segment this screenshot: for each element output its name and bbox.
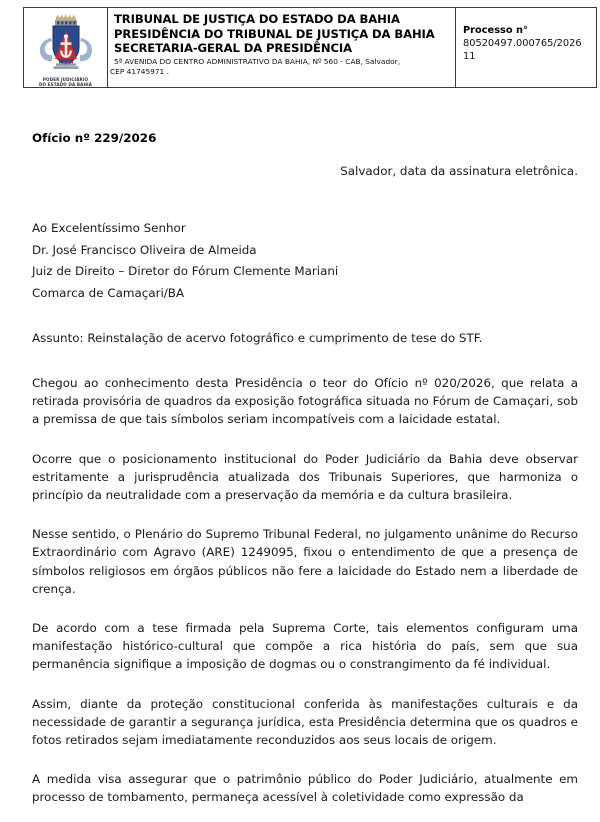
body-paragraph-2: Ocorre que o posicionamento institucional do Poder Judiciário da Bahia deve observar estritamente a jurisprudência atualizada dos Tribunais Superiores, que harmoniza o princípio da neutralidade com a preservação da memória e da cultura brasileira. [32,451,578,503]
subject-line: Assunto: Reinstalação de acervo fotográfico e cumprimento de tese do STF. [32,331,483,345]
address-line-1: 5ª AVENIDA DO CENTRO ADMINISTRATIVO DA BAHIA, Nº 560 - CAB, Salvador, [114,56,401,66]
bahia-judiciary-coat-of-arms-icon [35,14,97,76]
organization-cell [108,8,456,88]
emblem-caption [24,77,107,87]
body-paragraph-4: De acordo com a tese firmada pela Suprema Corte, tais elementos configuram uma manifestação histórico-cultural que compõe a rica história do país, sem que sua permanência signifique a imposição de dogmas ou o constrangimento da fé individual. [32,621,578,672]
body-paragraph-1: Chegou ao conhecimento desta Presidência o teor do Ofício nº 020/2026, que relata a retirada provisória de quadros da exposição fotográfica situada no Fórum de Camaçari, sob a premissa de que tais símbolos seriam incompatíveis com a laicidade estatal. [32,376,578,427]
organization-address [110,56,451,78]
processo-number-line-1: 80520497.000765/2026 [463,38,582,49]
date-line: Salvador, data da assinatura eletrônica. [340,164,578,178]
body-paragraph-5: Assim, diante da proteção constitucional conferida às manifestações culturais e da necessidade de garantir a segurança jurídica, esta Presidência determina que os quadros e fotos retirados sejam imediatamente reconduzidos aos seus locais de origem. [32,696,578,748]
body-paragraph-6: A medida visa assegurar que o patrimônio público do Poder Judiciário, atualmente em processo de tombamento, permaneça acessível à coletividade como expressão da [32,772,578,805]
letterhead-row [24,8,597,88]
processo-number-line-2: 11 [463,51,476,62]
processo-cell [456,8,597,88]
emblem-caption-line1: PODER JUDICIÁRIO [42,77,89,82]
oficio-number: Ofício nº 229/2026 [32,131,157,145]
document-body [32,130,578,807]
organization-title-line-2: PRESIDÊNCIA DO TRIBUNAL DE JUSTIÇA DA BAHIA [114,26,435,41]
organization-title-line-1: TRIBUNAL DE JUSTIÇA DO ESTADO DA BAHIA [114,12,400,26]
letterhead-table [23,7,597,88]
emblem-cell [24,8,108,88]
organization-title-line-3: SECRETARIA-GERAL DA PRESIDÊNCIA [114,41,352,56]
addressee-line-4: Comarca de Camaçari/BA [32,285,185,300]
addressee-block [32,218,578,304]
body-paragraph-3: Nesse sentido, o Plenário do Supremo Tribunal Federal, no julgamento unânime do Recurso Extraordinário com Agravo (ARE) 1249095, fixou o entendimento de que a presença de símbolos religiosos em órgãos públicos não fere a laicidade do Estado nem a liberdade de crença. [32,527,578,596]
addressee-line-1: Ao Excelentíssimo Senhor [32,221,186,235]
addressee-line-3: Juiz de Direito – Diretor do Fórum Clemente Mariani [32,264,339,278]
processo-label: Processo n° [463,25,528,36]
emblem-caption-line2: DO ESTADO DA BAHIA [38,82,93,88]
addressee-line-2: Dr. José Francisco Oliveira de Almeida [32,242,257,257]
address-line-2: CEP 41745971 . [110,67,169,77]
